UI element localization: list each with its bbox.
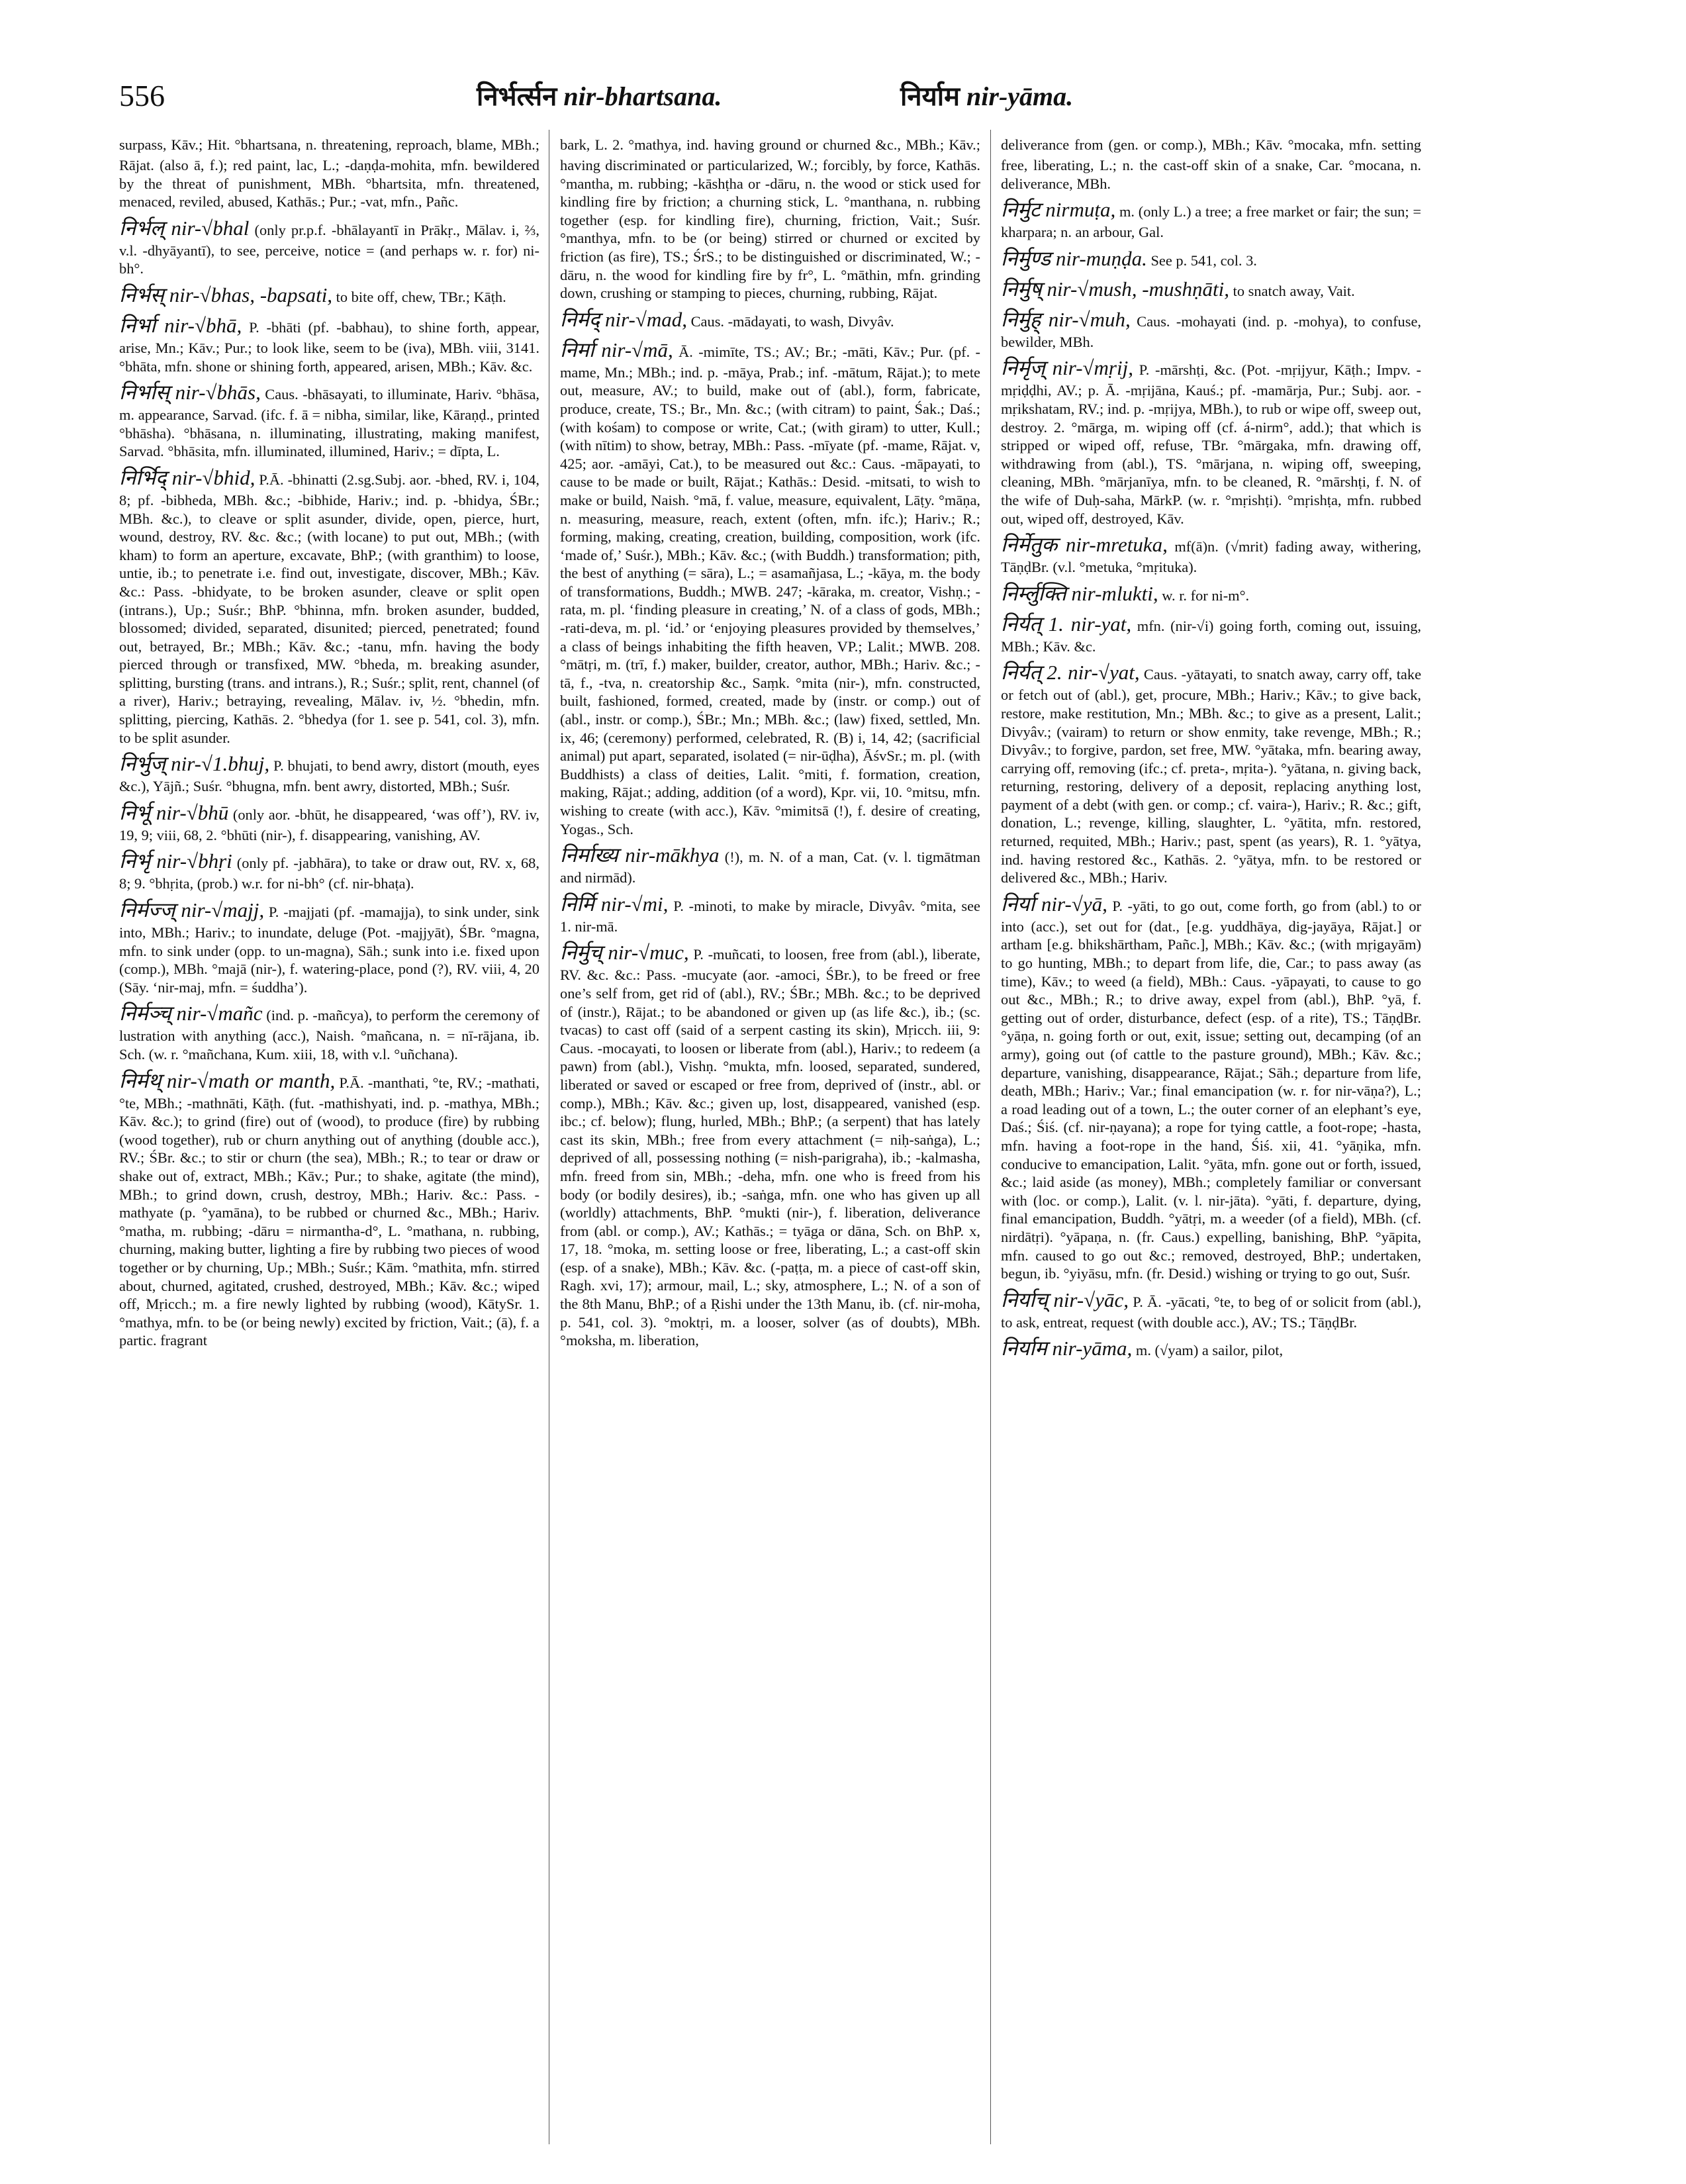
entry-headword: निर्मुच् nir-√muc, xyxy=(560,941,689,965)
dictionary-entry xyxy=(560,337,980,838)
running-head-right-devanagari: निर्याम xyxy=(900,81,960,111)
dictionary-entry xyxy=(1001,246,1421,272)
entry-headword: निर्भू nir-√bhū xyxy=(119,800,229,824)
dictionary-entry xyxy=(1001,581,1421,607)
dictionary-entry xyxy=(119,848,539,893)
entry-definition: Caus. -bhāsayati, to illuminate, Hariv. °bhāsa, m. appearance, Sarvad. (ifc. f. ā = nibha, similar, like, Kāraṇḍ., printed °bhāsha). °bhāsana, n. illuminating, illustrating, making manifest, Sarvad. °bhāsita, mfn. illuminated, illumined, Hariv.; = dīpta, L. xyxy=(119,386,539,460)
dictionary-entry xyxy=(119,465,539,747)
entry-headword: निर्मथ् nir-√math or manth, xyxy=(119,1068,336,1092)
dictionary-entry xyxy=(560,130,980,303)
dictionary-entry xyxy=(119,130,539,211)
entry-definition: (only pf. -jabhāra), to take or draw out, RV. x, 68, 8; 9. °bhṛita, (prob.) w.r. for ni-bh° (cf. nir-bhaṭa). xyxy=(119,855,539,892)
entry-definition: mf(ā)n. (√mrit) fading away, withering, TāṇḍBr. (v.l. °metuka, °mṛituka). xyxy=(1001,538,1421,576)
entry-headword: निर्भुज् nir-√1.bhuj, xyxy=(119,752,270,776)
entry-definition: m. (√yam) a sailor, pilot, xyxy=(1135,1342,1284,1359)
entry-headword: निर्मद् nir-√mad, xyxy=(560,307,688,331)
entry-definition: Caus. -mohayati (ind. p. -mohya), to confuse, bewilder, MBh. xyxy=(1001,312,1421,350)
dictionary-entry xyxy=(1001,197,1421,242)
dictionary-entry xyxy=(1001,1287,1421,1332)
entry-definition: deliverance from (gen. or comp.), MBh.; Kāv. °mocaka, mfn. setting free, liberating, L.; n. the cast-off skin of a snake, Car. °mocana, n. deliverance, MBh. xyxy=(1001,136,1421,192)
entry-headword: निर्मुह् nir-√muh, xyxy=(1001,307,1131,331)
running-head-right xyxy=(900,77,1073,113)
entry-headword: निर्मृज् nir-√mṛij, xyxy=(1001,356,1133,380)
entry-headword: निर्या nir-√yā, xyxy=(1001,892,1107,916)
entry-headword: निर्यत् 1. nir-yat, xyxy=(1001,612,1132,636)
entry-headword: निर्याच् nir-√yāc, xyxy=(1001,1288,1129,1311)
entry-headword: निर्भा nir-√bhā, xyxy=(119,313,242,337)
running-head-left-devanagari: निर्भर्त्सन xyxy=(477,81,557,111)
dictionary-entry xyxy=(1001,1335,1421,1362)
entry-definition: mfn. (nir-√i) going forth, coming out, issuing, MBh.; Kāv. &c. xyxy=(1001,617,1421,655)
dictionary-entry xyxy=(1001,276,1421,303)
dictionary-entry xyxy=(1001,891,1421,1283)
dictionary-entry xyxy=(1001,532,1421,577)
entry-headword: निर्मुष् nir-√mush, -mushṇāti, xyxy=(1001,277,1230,301)
entry-definition: P. -minoti, to make by miracle, Divyâv. °mita, see 1. nir-mā. xyxy=(560,897,980,935)
entry-definition: P. -bhāti (pf. -babhau), to shine forth, appear, arise, Mn.; Kāv.; Pur.; to look like, seem to be (iva), MBh. viii, 3141. °bhāta, mfn. shone or shining forth, appeared, arisen, MBh.; Kāv. &c. xyxy=(119,318,539,375)
entry-definition: (only aor. -bhūt, he disappeared, ‘was off’), RV. iv, 19, 9; viii, 68, 2. °bhūti (nir-), f. disappearing, vanishing, AV. xyxy=(119,806,539,843)
entry-headword: निर्मज्ज् nir-√majj, xyxy=(119,898,265,922)
entry-definition: bark, L. 2. °mathya, ind. having ground or churned &c., MBh.; Kāv.; having discriminated or particularized, W.; forcibly, by force, Kathās. °mantha, m. rubbing; -kāshṭha or -dāru, n. the wood or stick used for kindling fire by friction; a churning stick, L. °manthana, n. rubbing together (esp. for kindling fire), churning, friction, Vait.; Suśr. °manthya, mfn. to be (or being) stirred or churned or excited by friction (as fire), TS.; ŚrS.; to be distinguished or discriminated, W.; -dāru, n. the wood for kindling fire by fr°, L. °māthin, mfn. grinding down, crushing or stamping to pieces, churning, rubbing, Rājat. xyxy=(560,136,980,302)
entry-definition: (only pr.p.f. -bhālayantī in Prākṛ., Mālav. i, ⅔, v.l. -dhyāyantī), to see, perceive, notice = (and perhaps w. r. for) ni-bh°. xyxy=(119,221,539,277)
dictionary-entry xyxy=(119,800,539,845)
entry-headword: निर्मेतुक nir-mretuka, xyxy=(1001,533,1168,557)
entry-headword: निर्भस् nir-√bhas, -bapsati, xyxy=(119,283,333,307)
entry-headword: निर्भास् nir-√bhās, xyxy=(119,381,261,404)
dictionary-entry xyxy=(119,379,539,461)
entry-headword: निर्भृ nir-√bhṛi xyxy=(119,849,232,873)
running-head-left xyxy=(477,77,722,113)
entry-headword: निर्मि nir-√mi, xyxy=(560,892,669,916)
dictionary-entry xyxy=(1001,130,1421,193)
entry-definition: Caus. -mādayati, to wash, Divyâv. xyxy=(690,312,894,330)
entry-definition: to snatch away, Vait. xyxy=(1233,282,1355,299)
column-2 xyxy=(560,130,980,2164)
entry-definition: P. -mārshṭi, &c. (Pot. -mṛijyur, Kāṭh.; Impv. -mṛiḍḍhi, AV.; p. Ā. -mṛijāna, Kauś.; pf. -mamārja, Pur.; Subj. aor. -mṛikshatam, RV.; ind. p. -mṛijya, MBh.), to rub or wipe off, sweep out, destroy. 2. °mārga, m. wiping off (cf. á-nirm°, add.); that which is stripped or wiped off, refuse, TBr. °mārgaka, mfn. drawing off, withdrawing from (abl.), TS. °mārjana, n. wiping off, sweeping, cleaning, MBh. °mārjanīya, mfn. to be cleaned, R. °mārshṭi, f. N. of the wife of Duḥ-saha, MārkP. (w. r. °mṛishṭi). °mṛishṭa, mfn. rubbed out, wiped off, destroyed, Kāv. xyxy=(1001,361,1421,527)
dictionary-entry xyxy=(1001,659,1421,887)
column-divider xyxy=(990,130,991,2144)
entry-definition: Caus. -yātayati, to snatch away, carry off, take or fetch out of (abl.), get, procure, MBh.; Hariv.; Kāv.; to give back, restore, make restitution, Mn.; MBh. &c.; to give as a present, Lalit.; Divyâv.; (vairam) to return or show enmity, take revenge, MBh.; R.; Divyâv.; to forgive, pardon, set free, MW. °yātaka, mfn. bearing away, carrying off, removing (ifc.; cf. preta-, mṛita-). °yātana, n. giving back, returning, restoring, delivery of a deposit, replacing anything lost, payment of a debt (with gen. or comp.; cf. vaira-), Hariv.; R. &c.; gift, donation, L.; revenge, killing, slaughter, L. °yātita, mfn. restored, returned, requited, MBh.; Hariv.; past, spent (as years), R. 1. °yātya, ind. having restored &c., Kathās. 2. °yātya, mfn. to be restored or delivered &c., MBh.; Hariv. xyxy=(1001,666,1421,886)
running-head-right-translit: nir-yāma. xyxy=(966,81,1074,111)
entry-definition: P.Ā. -bhinatti (2.sg.Subj. aor. -bhed, RV. i, 104, 8; pf. -bibheda, MBh. &c.; -bibhide, Hariv.; ind. p. -bhidya, ŚBr.; MBh. &c.), to cleave or split asunder, divide, open, pierce, hurt, wound, destroy, RV. &c. &c.; (with locane) to put out, MBh.; (with kham) to form an aperture, excavate, BhP.; (with granthim) to loose, untie, ib.; to penetrate i.e. find out, investigate, discover, MBh.; Kāv. &c.: Pass. -bhidyate, to be broken asunder, cleave or split open (intrans.), Up.; Suśr.; BhP. °bhinna, mfn. broken asunder, budded, blossomed; divided, separated, disunited; pierced, penetrated; found out, betrayed, Br.; MBh.; Kāv. &c.; -tanu, mfn. having the body pierced through or transfixed, MW. °bheda, m. breaking asunder, splitting, bursting (trans. and intrans.), R.; Suśr.; split, rent, channel (of a river), Hariv.; betraying, revealing, Mālav. iv, ½. °bhedin, mfn. splitting, piercing, Kathās. 2. °bhedya (for 1. see p. 541, col. 3), mfn. to be split asunder. xyxy=(119,471,539,746)
entry-headword: निर्भिद् nir-√bhid, xyxy=(119,465,256,489)
page-header xyxy=(119,71,1607,124)
entry-headword: निर्माख्य nir-mākhya xyxy=(560,843,720,867)
dictionary-entry xyxy=(560,939,980,1349)
entry-definition: P.Ā. -manthati, °te, RV.; -mathati, °te, MBh.; -mathnāti, Kāṭh. (fut. -mathishyati, ind. p. -mathya, MBh.; Kāv. &c.); to grind (fire) out of (wood), to produce (fire) by rubbing (wood together), rub or churn anything out of anything (double acc.), RV.; ŚBr. &c.; to stir or churn (the sea), MBh.; R.; to tear or draw or shake out of, extract, MBh.; Kāv.; Pur.; to shake, agitate (the mind), MBh.; to grind down, crush, destroy, MBh.; Hariv. &c.: Pass. -mathyate (p. °yamāna), to be rubbed or churned &c., MBh.; Hariv. °matha, m. rubbing; -dāru = nirmantha-d°, L. °mathana, n. rubbing, churning, making butter, lighting a fire by rubbing two pieces of wood together or by churning, Up.; MBh.; Suśr.; Kām. °mathita, mfn. stirred about, churned, agitated, crushed, destroyed, MBh.; Kāv. &c.; wiped off, Mṛicch.; m. a fire newly lighted by rubbing (wood), KātySr. 1. °mathya, mfn. to be (or being newly) excited by friction, Vait.; (ā), f. a partic. fragrant xyxy=(119,1074,539,1349)
entry-definition: (!), m. N. of a man, Cat. (v. l. tigmātman and nirmād). xyxy=(560,849,980,886)
page-number: 556 xyxy=(119,79,165,113)
entry-headword: निर्यत् 2. nir-√yat, xyxy=(1001,661,1140,685)
entry-definition: P. -majjati (pf. -mamajja), to sink under, sink into, MBh.; Hariv.; to inundate, deluge (Pot. -majjyāt), ŚBr. °magna, mfn. to sink under (opp. to un-magna), Sāh.; sunk into i.e. fixed upon (comp.), MBh. °majā (nir-), f. watering-place, pond (?), RV. viii, 4, 20 (Sāy. ‘nir-maj, mfn. = śuddha’). xyxy=(119,904,539,996)
entry-definition: See p. 541, col. 3. xyxy=(1150,252,1257,269)
dictionary-entry xyxy=(119,312,539,375)
dictionary-entry xyxy=(119,1068,539,1350)
dictionary-entry xyxy=(560,891,980,936)
entry-definition: to bite off, chew, TBr.; Kāṭh. xyxy=(336,288,506,305)
entry-definition: w. r. for ni-m°. xyxy=(1162,587,1250,604)
entry-definition: Ā. -mimīte, TS.; AV.; Br.; -māti, Kāv.; Pur. (pf. -mame, Mn.; MBh.; ind. p. -māya, Prab.; inf. -mātum, Rājat.); to mete out, measure, AV.; to build, make out of (abl.), form, fabricate, produce, create, TS.; Br., Mn. &c.; (with citram) to paint, Śak.; Daś.; (with kośam) to compose or write, Cat.; (with giram) to utter, Kull.; (with nītim) to show, betray, MBh.: Pass. -mīyate (pf. -mame, Rājat. v, 425; aor. -amāyi, Cat.), to be measured out &c.: Caus. -māpayati, to cause to be made or built, Rājat.; Kathās.: Desid. -mitsati, to wish to make or build, Naish. °mā, f. value, measure, equivalent, Lāṭy. °māṇa, n. measuring, measure, reach, extent (often, mfn. ifc.); Hariv.; R.; forming, making, creating, creation, building, composition, work (ifc. ‘made of,’ Suśr.), MBh.; Kāv. &c.; (with Buddh.) transformation; pith, the best of anything (= sāra), L.; = asamañjasa, L.; -kāya, m. the body of transformations, Buddh.; MWB. 247; -kāraka, m. creator, Vishṇ.; -rata, m. pl. ‘finding pleasure in creating,’ N. of a class of gods, MBh.; -rati-deva, m. pl. ‘id.’ or ‘enjoying pleasures provided by themselves,’ a class of beings inhabiting the fifth heaven, VP.; Lalit.; MWB. 208. °mātṛi, m. (trī, f.) maker, builder, creator, author, MBh.; Hariv. &c.; -tā, f., -tva, n. creatorship &c., Saṃk. °mita (nir-), mfn. constructed, built, fashioned, formed, created, made by (instr. or comp.) out of (abl., instr. or comp.), ŚBr.; Mn.; MBh. &c.; (law) fixed, settled, Mn. ix, 46; (ceremony) performed, celebrated, R. (B) i, 14, 42; (sacrificial animal) put apart, separated, isolated (= nir-ūḍha), ĀśvSr.; m. pl. (with Buddhists) a class of deities, Lalit. °miti, f. formation, creation, making, Rājat.; adding, addition (of a word), Kpr. vii, 10. °mitsu, mfn. wishing to create (with acc.), Kāv. °mimitsā (!), f. desire of creating, Yogas., Sch. xyxy=(560,343,980,837)
dictionary-entry xyxy=(119,1000,539,1063)
entry-headword: निर्म्लुक्ति nir-mlukti, xyxy=(1001,581,1158,605)
entry-definition: P. -muñcati, to loosen, free from (abl.), liberate, RV. &c. &c.: Pass. -mucyate (aor. -amoci, ŚBr.), to be freed or free one’s self from, get rid of (abl.), RV.; ŚBr.; MBh. &c.; to be deprived of (instr.), Rājat.; to be abandoned or given up (as life &c.), ib.; (sc. tvacas) to cast off (said of a serpent casting its skin), Mṛicch. iii, 9: Caus. -mocayati, to loosen or liberate from (abl.), Hariv.; to redeem (a pawn) from (abl.), Vishṇ. °mukta, mfn. loosed, separated, sundered, liberated or saved or escaped or free from, deprived of (instr., abl. or comp.), MBh.; Kāv. &c.; given up, lost, disappeared, vanished (esp. ibc.; cf. below); flung, hurled, MBh.; BhP.; (a serpent) that has lately cast its skin, MBh.; free from every attachment (= niḥ-saṅga), L.; deprived of all, possessing nothing (= nish-parigraha), ib.; -kalmasha, mfn. freed from sin, MBh.; -deha, mfn. one who is freed from his body (or bodily desires), ib.; -saṅga, mfn. one who has given up all (worldly) attachments, BhP. °mukti (nir-), f. liberation, deliverance from (abl. or comp.), AV.; Kathās.; = tyāga or dāna, Sch. on BhP. x, 17, 18. °moka, m. setting loose or free, liberating, L.; a cast-off skin (esp. of a snake), MBh.; Kāv. &c. (-paṭṭa, m. a piece of cast-off skin, Ragh. xvi, 17); armour, mail, L.; sky, atmosphere, L.; N. of a son of the 8th Manu, BhP.; of a Ṛishi under the 13th Manu, ib. (cf. nir-moha, p. 541, col. 3). °moktṛi, m. a looser, solver (as of doubts), MBh. °moksha, m. liberation, xyxy=(560,946,980,1349)
entry-headword: निर्याम nir-yāma, xyxy=(1001,1337,1133,1360)
dictionary-entry xyxy=(119,282,539,309)
entry-headword: निर्मञ्च् nir-√mañc xyxy=(119,1002,263,1025)
entry-headword: निर्मुट nirmuṭa, xyxy=(1001,198,1116,222)
dictionary-entry xyxy=(560,307,980,333)
entry-definition: P. -yāti, to go out, come forth, go from (abl.) to or into (acc.), set out for (dat., [e.g. yuddhāya, dig-jayāya, Rājat.] or artham [e.g. bhikshārtham, Pañc.], MBh.; Kāv. &c.; (with mṛigayām) to go hunting, MBh.; to depart from life, die, Car.; to pass away (as time), Kāv.; to weed (a field), MBh.: Caus. -yāpayati, to cause to go out &c., MBh.; R.; to drive away, expel from (abl.), BhP. °yā, f. getting out of order, disturbance, defect (esp. of a rite), TS.; TāṇḍBr. °yāṇa, n. going forth or out, exit, issue; setting out, decamping (of an army), going out (of cattle to the pasture ground), MBh.; Kāv. &c.; departure, vanishing, disappearance, Rājat.; Sāh.; departure from life, death, MBh.; Hariv.; Var.; final emancipation (w. r. for nir-vāṇa?), L.; a road leading out of a town, L.; the outer corner of an elephant’s eye, Daś.; Śiś. (cf. nir-ṇayana); a rope for tying cattle, a foot-rope; -hasta, mfn. having a foot-rope in the hand, Śiś. xii, 41. °yāṇika, mfn. conducive to emancipation, Lalit. °yāta, mfn. gone out or forth, issued, &c.; laid aside (as money), MBh.; completely familiar or conversant with (loc. or comp.), Lalit. (v. l. nir-jāta). °yāti, f. departure, dying, final emancipation, Buddh. °yātṛi, m. a weeder (of a field), MBh. (cf. nirdātṛi). °yāpaṇa, n. (fr. Caus.) expelling, banishing, BhP. °yāpita, mfn. caused to go out &c.; removed, destroyed, BhP.; undertaken, begun, ib. °yiyāsu, mfn. (fr. Desid.) wishing or trying to go out, Suśr. xyxy=(1001,897,1421,1282)
dictionary-entry xyxy=(119,897,539,996)
entry-definition: P. Ā. -yācati, °te, to beg of or solicit from (abl.), to ask, entreat, request (with double acc.), AV.; TS.; TāṇḍBr. xyxy=(1001,1293,1421,1331)
entry-definition: m. (only L.) a tree; a free market or fair; the sun; = kharpara; n. an arbour, Gal. xyxy=(1001,203,1421,241)
column-1 xyxy=(119,130,539,2164)
entry-headword: निर्मुण्ड nir-muṇḍa. xyxy=(1001,246,1147,270)
entry-definition: surpass, Kāv.; Hit. °bhartsana, n. threatening, reproach, blame, MBh.; Rājat. (also ā, f.); red paint, lac, L.; -daṇḍa-mohita, mfn. bewildered by the threat of punishment, MBh. °bhartsita, mfn. threatened, menaced, reviled, abused, Kathās.; Pur.; -vat, mfn., Pañc. xyxy=(119,136,539,211)
running-head-left-translit: nir-bhartsana. xyxy=(563,81,722,111)
entry-definition: P. bhujati, to bend awry, distort (mouth, eyes &c.), Yājñ.; Suśr. °bhugna, mfn. bent awry, distorted, MBh.; Suśr. xyxy=(119,757,539,795)
column-3 xyxy=(1001,130,1421,2164)
entry-definition: (ind. p. -mañcya), to perform the ceremony of lustration with anything (acc.), Naish. °mañcana, n. = nī-rājana, ib. Sch. (w. r. °mañchana, Kum. xiii, 18, with v.l. °uñchana). xyxy=(119,1007,539,1063)
entry-headword: निर्भल् nir-√bhal xyxy=(119,216,250,240)
dictionary-entry xyxy=(1001,355,1421,528)
dictionary-entry xyxy=(119,751,539,796)
dictionary-entry xyxy=(560,842,980,887)
dictionary-entry xyxy=(1001,307,1421,352)
dictionary-entry xyxy=(119,215,539,278)
dictionary-entry xyxy=(1001,611,1421,656)
entry-headword: निर्मा nir-√mā, xyxy=(560,338,673,361)
